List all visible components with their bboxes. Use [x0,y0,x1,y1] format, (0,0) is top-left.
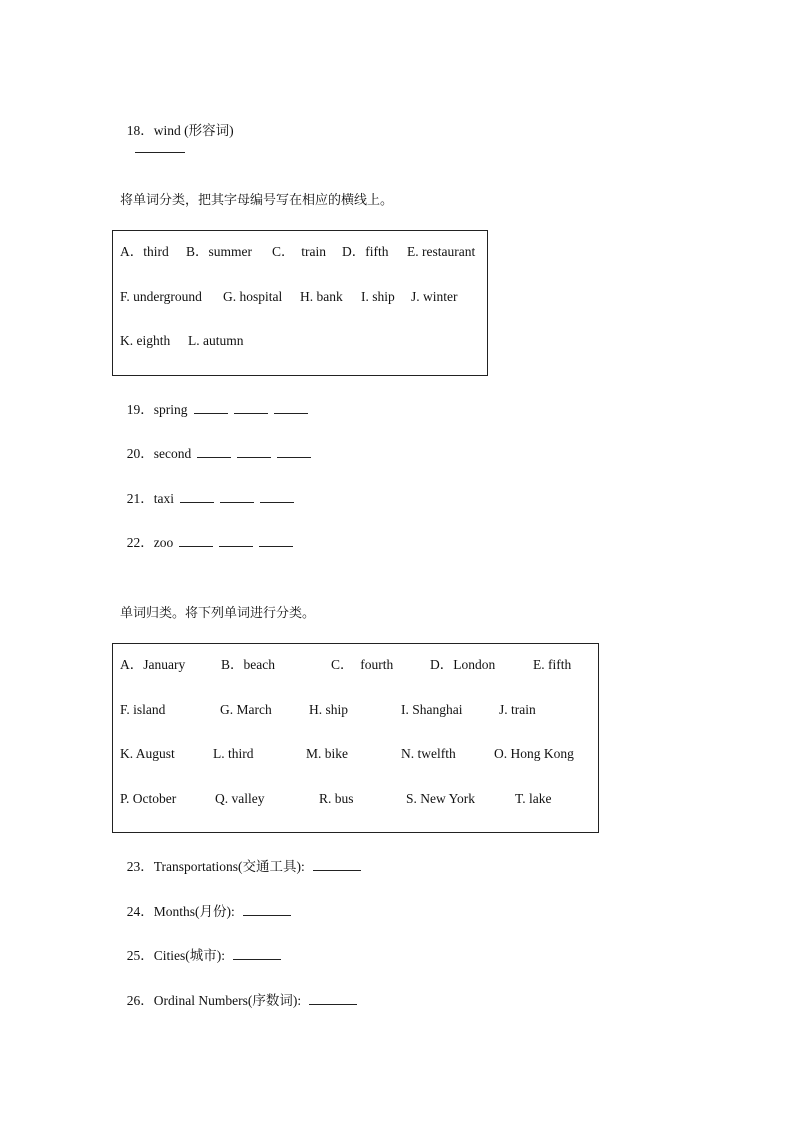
option: A．January [120,657,186,672]
option: F. underground [120,289,202,304]
answer-blank[interactable] [259,534,293,547]
answer-blank[interactable] [260,490,294,503]
option: D．fifth [342,244,389,259]
option: B．summer [186,244,252,259]
question-21 [120,472,294,508]
option: N. twelfth [401,746,456,761]
option: K. eighth [120,333,171,348]
option: J. train [499,702,536,717]
answer-blank[interactable] [220,490,254,503]
answer-blank[interactable] [234,401,268,414]
section-2-instruction: 单词归类。将下列单词进行分类。 [120,606,316,621]
option: I. ship [361,289,395,304]
option: F. island [120,702,166,717]
question-text: 23．Transportations(交通工具): [126,859,305,874]
option: H. ship [309,702,349,717]
answer-blank[interactable] [233,947,281,960]
question-text: 24．Months(月份): [126,904,235,919]
option: C． fourth [331,657,394,672]
question-text: 26．Ordinal Numbers(序数词): [126,993,302,1008]
option: P. October [120,791,177,806]
option: I. Shanghai [401,702,463,717]
question-text: 22．zoo [126,535,174,550]
question-18-text: 18．wind (形容词) [126,123,234,138]
option: E. restaurant [407,244,476,259]
option: R. bus [319,791,354,806]
option: B．beach [221,657,275,672]
answer-blank[interactable] [237,445,271,458]
question-text: 21．taxi [126,491,174,506]
question-text: 20．second [126,446,192,461]
option: M. bike [306,746,348,761]
question-18 [120,104,234,158]
answer-blank[interactable] [219,534,253,547]
option: G. March [220,702,272,717]
option: D．London [430,657,496,672]
answer-blank[interactable] [194,401,228,414]
question-text: 25．Cities(城市): [126,948,225,963]
answer-blank[interactable] [309,992,357,1005]
option: L. autumn [188,333,244,348]
section-1-instruction: 将单词分类，把其字母编号写在相应的横线上。 [120,193,394,208]
option: Q. valley [215,791,265,806]
answer-blank[interactable] [313,858,361,871]
answer-blank[interactable] [274,401,308,414]
word-bank-1 [112,230,488,376]
answer-blank[interactable] [197,445,231,458]
question-23 [120,840,361,876]
option: K. August [120,746,175,761]
answer-blank[interactable] [180,490,214,503]
option: O. Hong Kong [494,746,574,761]
question-22 [120,516,293,552]
option: H. bank [300,289,343,304]
option: A．third [120,244,169,259]
question-25 [120,929,281,965]
option: T. lake [515,791,552,806]
question-24 [120,885,291,921]
word-bank-2 [112,643,599,833]
option: G. hospital [223,289,283,304]
option: C． train [272,244,326,259]
question-20 [120,427,311,463]
answer-blank[interactable] [179,534,213,547]
option: S. New York [406,791,476,806]
option: L. third [213,746,254,761]
option: J. winter [411,289,458,304]
answer-blank[interactable] [135,140,185,153]
question-text: 19．spring [126,402,188,417]
question-19 [120,383,308,419]
option: E. fifth [533,657,572,672]
answer-blank[interactable] [277,445,311,458]
answer-blank[interactable] [243,903,291,916]
question-26 [120,974,357,1010]
